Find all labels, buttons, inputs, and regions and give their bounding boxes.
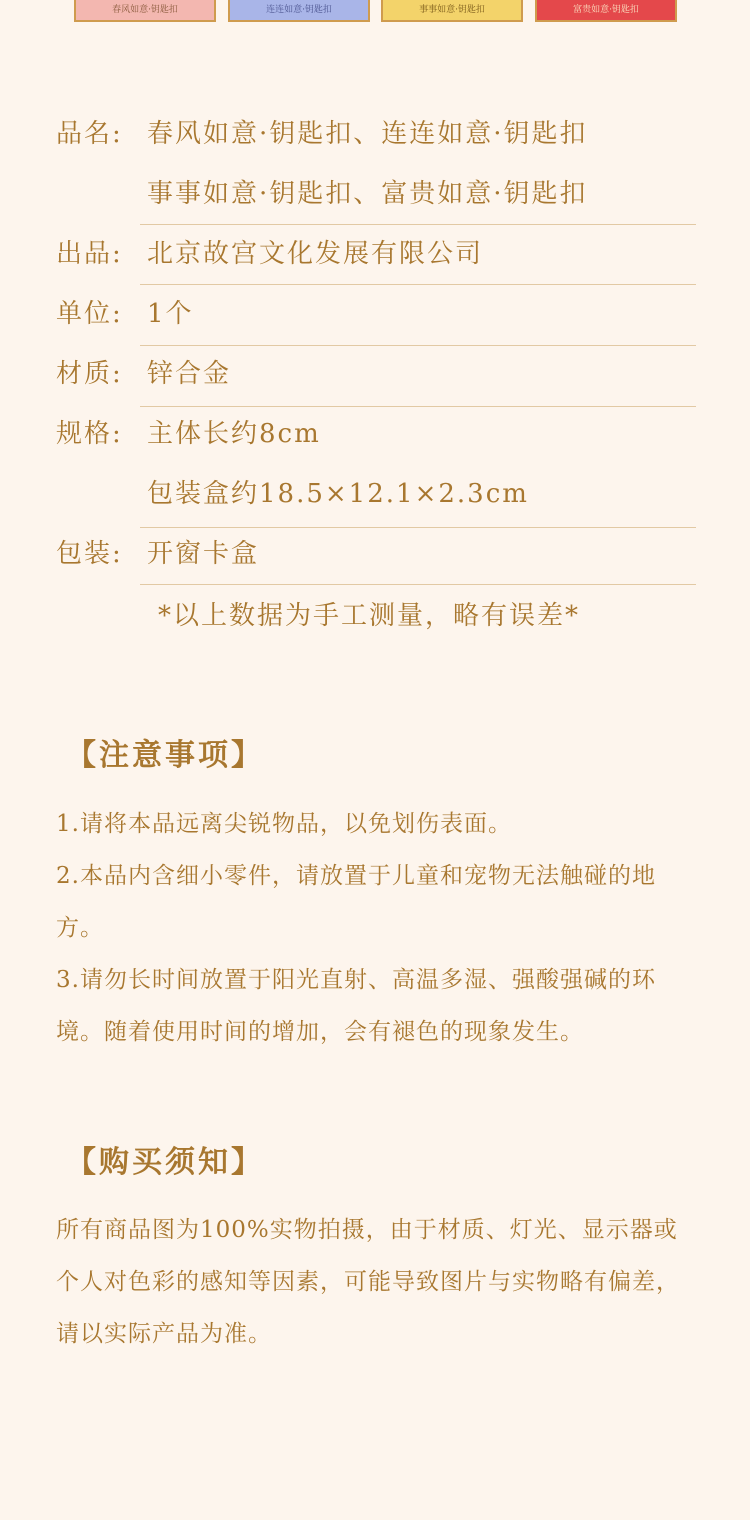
spec-row-size bbox=[0, 404, 750, 524]
spec-value: 开窗卡盒 bbox=[147, 539, 260, 569]
notice-item-1: 1.请将本品远离尖锐物品，以免划伤表面。 bbox=[56, 811, 512, 837]
divider bbox=[140, 406, 696, 407]
spec-value: 主体长约8cm bbox=[147, 419, 321, 449]
spec-value: 北京故宫文化发展有限公司 bbox=[147, 239, 484, 269]
divider bbox=[140, 284, 696, 285]
spec-value: 1个 bbox=[147, 299, 194, 329]
thumbnail-label: 富贵如意·钥匙扣 bbox=[573, 5, 639, 15]
spec-value: 包装盒约18.5×12.1×2.3cm bbox=[147, 479, 529, 509]
thumbnail-chunfeng[interactable] bbox=[74, 0, 216, 22]
spec-label: 规格: bbox=[56, 419, 123, 449]
spec-value: 锌合金 bbox=[147, 359, 232, 389]
thumbnail-lianlian[interactable] bbox=[228, 0, 370, 22]
thumbnail-label: 春风如意·钥匙扣 bbox=[112, 5, 178, 15]
notice-item-2: 2.本品内含细小零件，请放置于儿童和宠物无法触碰的地方。 bbox=[56, 863, 656, 941]
product-thumbnails bbox=[0, 0, 750, 26]
notice-item-3: 3.请勿长时间放置于阳光直射、高温多湿、强酸强碱的环境。随着使用时间的增加，会有褪色的现象发生。 bbox=[56, 967, 656, 1045]
divider bbox=[140, 584, 696, 585]
spec-row-unit bbox=[0, 284, 750, 344]
thumbnail-fugui[interactable] bbox=[535, 0, 677, 22]
measurement-note-text: *以上数据为手工测量，略有误差* bbox=[157, 601, 580, 631]
spec-value: 春风如意·钥匙扣、连连如意·钥匙扣 bbox=[147, 119, 588, 149]
spec-table bbox=[0, 104, 750, 584]
thumbnail-label: 连连如意·钥匙扣 bbox=[266, 5, 332, 15]
divider bbox=[140, 527, 696, 528]
spec-label: 材质: bbox=[56, 359, 123, 389]
spec-label: 单位: bbox=[56, 299, 123, 329]
purchase-text: 所有商品图为100%实物拍摄，由于材质、灯光、显示器或个人对色彩的感知等因素，可能导致图片与实物略有偏差，请以实际产品为准。 bbox=[56, 1217, 680, 1347]
spec-row-name bbox=[0, 104, 750, 224]
purchase-title: 【购买须知】 bbox=[66, 1145, 264, 1180]
measurement-note bbox=[0, 586, 750, 646]
spec-label: 包装: bbox=[56, 539, 123, 569]
divider bbox=[140, 224, 696, 225]
divider bbox=[140, 345, 696, 346]
spec-row-material bbox=[0, 344, 750, 404]
notice-title: 【注意事项】 bbox=[66, 738, 264, 773]
thumbnail-label: 事事如意·钥匙扣 bbox=[419, 5, 485, 15]
thumbnail-shishi[interactable] bbox=[381, 0, 523, 22]
spec-value: 事事如意·钥匙扣、富贵如意·钥匙扣 bbox=[147, 179, 588, 209]
spec-row-package bbox=[0, 524, 750, 584]
spec-label: 出品: bbox=[56, 239, 123, 269]
spec-label: 品名: bbox=[56, 119, 123, 149]
spec-row-maker bbox=[0, 224, 750, 284]
